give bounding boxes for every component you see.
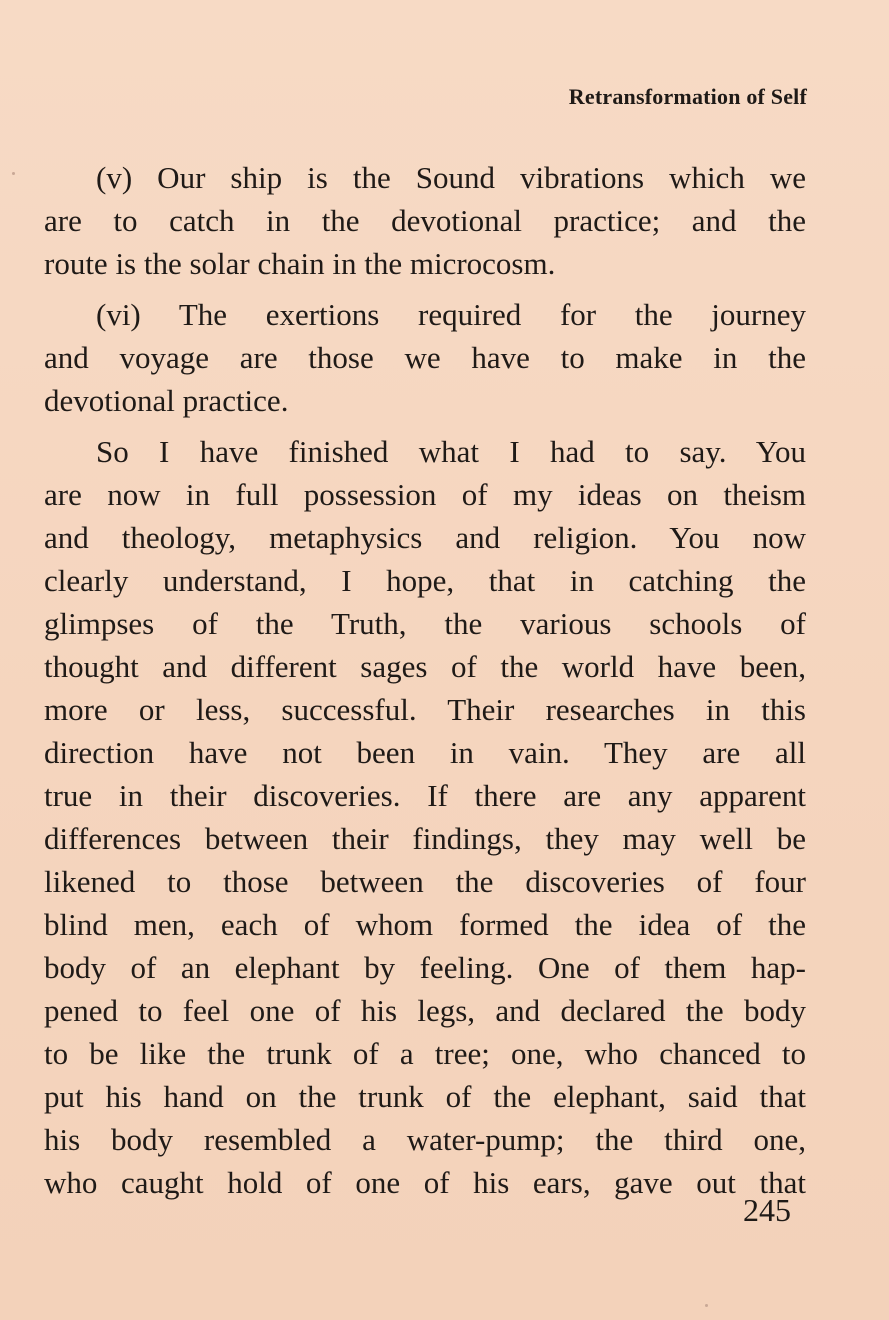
text-line: pened to feel one of his legs, and declared the body — [44, 993, 806, 1028]
text-line: who caught hold of one of his ears, gave out that — [44, 1165, 806, 1200]
text-line: more or less, successful. Their researches in this — [44, 692, 806, 727]
paragraph-conclusion — [44, 430, 806, 1204]
paper-speck — [12, 172, 15, 175]
body-text — [44, 156, 806, 1212]
text-line: devotional practice. — [44, 383, 289, 418]
text-line: true in their discoveries. If there are any apparent — [44, 778, 806, 813]
text-line: to be like the trunk of a tree; one, who chanced to — [44, 1036, 806, 1071]
paper-speck — [705, 1304, 708, 1307]
text-line: thought and different sages of the world have been, — [44, 649, 806, 684]
text-line: clearly understand, I hope, that in catching the — [44, 563, 806, 598]
text-line: are to catch in the devotional practice; and the — [44, 203, 806, 238]
text-line: So I have finished what I had to say. You — [96, 434, 806, 469]
running-head: Retransformation of Self — [568, 84, 807, 109]
paragraph-vi — [44, 293, 806, 422]
text-line: differences between their findings, they may well be — [44, 821, 806, 856]
text-line: likened to those between the discoveries of four — [44, 864, 806, 899]
text-line: are now in full possession of my ideas on theism — [44, 477, 806, 512]
paragraph-v — [44, 156, 806, 285]
text-line: body of an elephant by feeling. One of them hap- — [44, 950, 806, 985]
text-line: glimpses of the Truth, the various schools of — [44, 606, 806, 641]
text-line: put his hand on the trunk of the elephant, said that — [44, 1079, 806, 1114]
text-line: route is the solar chain in the microcosm. — [44, 246, 556, 281]
text-line: and voyage are those we have to make in the — [44, 340, 806, 375]
text-line: and theology, metaphysics and religion. You now — [44, 520, 806, 555]
text-line: his body resembled a water-pump; the third one, — [44, 1122, 806, 1157]
text-line: (vi) The exertions required for the journey — [96, 297, 806, 332]
text-line: (v) Our ship is the Sound vibrations which we — [96, 160, 806, 195]
text-line: blind men, each of whom formed the idea of the — [44, 907, 806, 942]
page-number: 245 — [743, 1192, 791, 1228]
text-line: direction have not been in vain. They are all — [44, 735, 806, 770]
